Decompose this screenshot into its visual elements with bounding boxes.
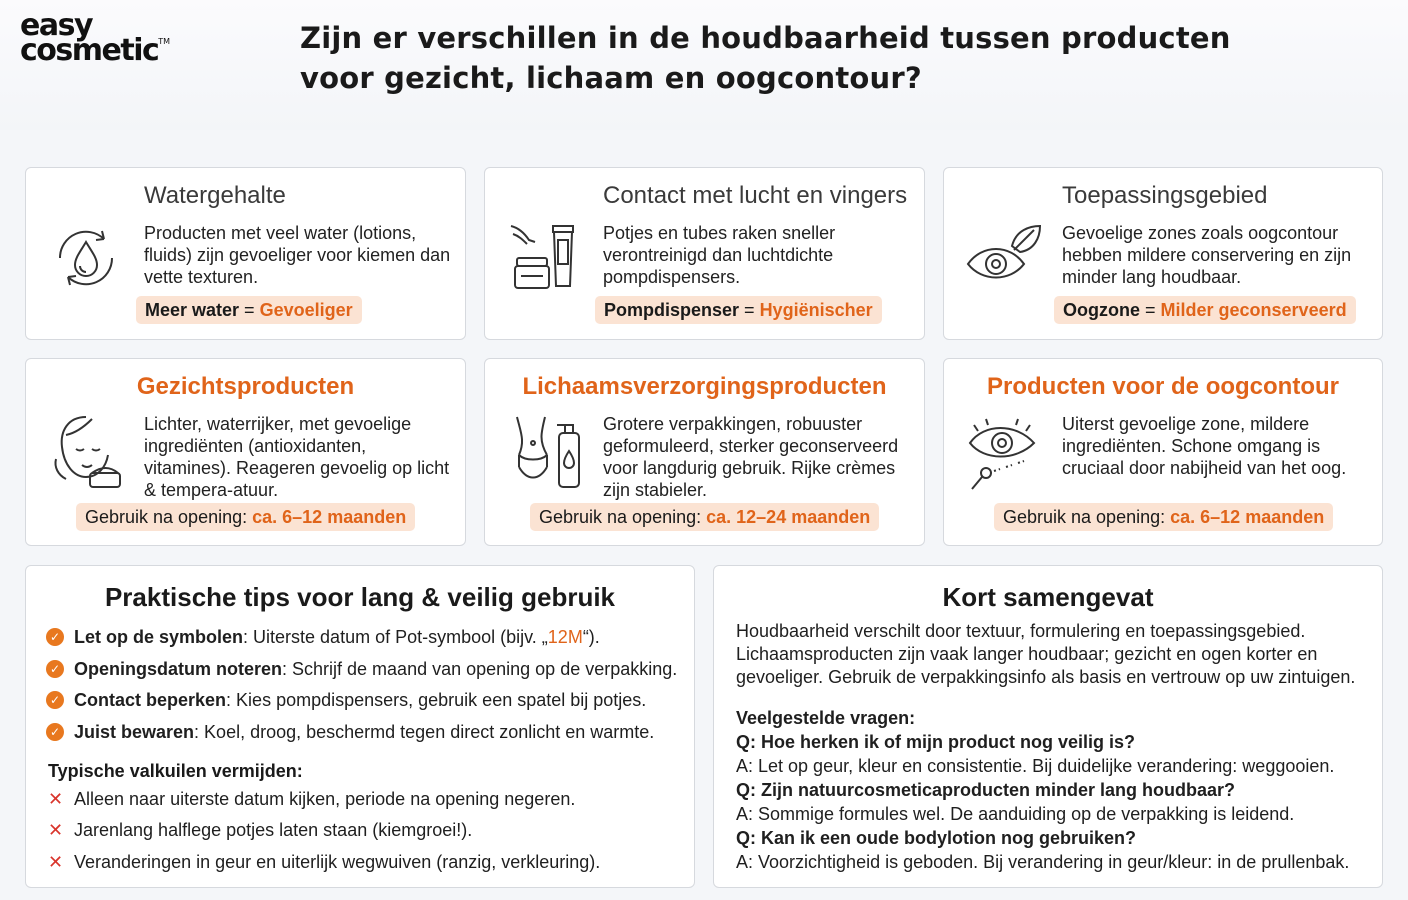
pitfall-item: ✕ Jarenlang halflege potjes laten staan (kiemgroei!).: [48, 820, 473, 841]
tips-list: [46, 626, 677, 752]
faq-title: Veelgestelde vragen:: [736, 708, 916, 728]
tip-item: ✓ Juist bewaren: Koel, droog, beschermd tegen direct zonlicht en warmte.: [46, 721, 677, 743]
card-title: Watergehalte: [144, 182, 286, 209]
logo-line2: cosmetic™: [20, 32, 171, 68]
shelf-life-badge: Gebruik na opening: ca. 12–24 maanden: [530, 503, 879, 531]
pitfalls-title: Typische valkuilen vermijden:: [48, 761, 303, 781]
pitfall-item: ✕ Alleen naar uiterste datum kijken, periode na opening negeren.: [48, 789, 576, 809]
faq-answer: A: Voorzichtigheid is geboden. Bij verandering in geur/kleur: in de prullenbak.: [736, 852, 1350, 872]
summary-panel: [713, 565, 1383, 888]
highlight-badge: Pompdispenser = Hygiënischer: [595, 296, 882, 324]
card-gezichtsproducten: [25, 358, 466, 546]
body-pump-bottle-icon: [505, 411, 585, 491]
faq-answer: A: Let op geur, kleur en consistentie. Bij duidelijke verandering: weggooien.: [736, 756, 1335, 776]
faq-section: [736, 706, 1368, 874]
card-text: Gevoelige zones zoals oogcontour hebben mildere conservering en zijn minder lang houdbaar.: [1062, 223, 1352, 287]
card-title: Producten voor de oogcontour: [987, 373, 1339, 400]
logo-line1: easy: [20, 8, 93, 43]
tip-item: ✓ Contact beperken: Kies pompdispensers, gebruik een spatel bij potjes.: [46, 689, 677, 711]
shelf-life-badge: Gebruik na opening: ca. 6–12 maanden: [76, 503, 415, 531]
check-icon: ✓: [46, 628, 64, 646]
check-icon: ✓: [46, 660, 64, 678]
cross-icon: ✕: [48, 789, 64, 809]
page-title: Zijn er verschillen in de houdbaarheid tussen producten voor gezicht, lichaam en oogcontour?: [300, 21, 1231, 95]
highlight-badge: Oogzone = Milder geconserveerd: [1054, 296, 1356, 324]
card-title: Lichaamsverzorgingsproducten: [522, 373, 887, 400]
card-text: Potjes en tubes raken sneller verontreinigd dan luchtdichte pompdispensers.: [603, 223, 836, 287]
shelf-life-badge: Gebruik na opening: ca. 6–12 maanden: [994, 503, 1333, 531]
card-oogcontour: [943, 358, 1383, 546]
pitfall-item: ✕ Veranderingen in geur en uiterlijk wegwuiven (ranzig, verkleuring).: [48, 851, 601, 872]
tip-item: ✓ Let op de symbolen: Uiterste datum of Pot-symbool (bijv. „12M“).: [46, 626, 677, 648]
card-text: Uiterst gevoelige zone, mildere ingrediënten. Schone omgang is cruciaal door nabijheid van het oog.: [1062, 414, 1347, 478]
card-text: Grotere verpakkingen, robuuster geformuleerd, sterker geconserveerd voor langdurig gebruik. Rijke crèmes zijn stabieler.: [603, 414, 899, 500]
brand-logo[interactable]: [20, 8, 180, 68]
faq-question: Q: Zijn natuurcosmeticaproducten minder lang houdbaar?: [736, 780, 1236, 800]
highlight-badge: Meer water = Gevoeliger: [136, 296, 362, 324]
faq-question: Q: Hoe herken ik of mijn product nog veilig is?: [736, 732, 1136, 752]
eye-applicator-icon: [964, 415, 1044, 495]
cross-icon: ✕: [48, 851, 64, 872]
eye-leaf-icon: [964, 216, 1044, 296]
tip-item: ✓ Openingsdatum noteren: Schrijf de maand van opening op de verpakking.: [46, 658, 677, 680]
card-text: Producten met veel water (lotions, fluids) zijn gevoeliger voor kiemen dan vette texturen.: [144, 223, 451, 287]
faq-answer: A: Sommige formules wel. De aanduiding op de verpakking is leidend.: [736, 804, 1295, 824]
cross-icon: ✕: [48, 820, 64, 841]
card-lichaamsverzorgingsproducten: [484, 358, 925, 546]
card-toepassingsgebied: [943, 167, 1383, 340]
pitfalls-list: [46, 788, 600, 882]
summary-text: Houdbaarheid verschilt door textuur, formulering en toepassingsgebied. Lichaamsproducten zijn vaak langer houdbaar; gezicht en ogen korter en gevoeliger. Gebruik de verpakkingsinfo als basis en vertrouw op uw zintuigen.: [736, 621, 1356, 687]
tips-title: Praktische tips voor lang & veilig gebruik: [104, 582, 616, 612]
water-drop-cycle-icon: [46, 218, 126, 298]
card-title: Gezichtsproducten: [136, 373, 355, 400]
tips-panel: [25, 565, 695, 888]
summary-title: Kort samengevat: [942, 582, 1154, 612]
card-watergehalte: [25, 167, 466, 340]
card-contact-lucht-vingers: [484, 167, 925, 340]
card-title: Toepassingsgebied: [1062, 182, 1268, 209]
check-icon: ✓: [46, 691, 64, 709]
card-title: Contact met lucht en vingers: [603, 182, 908, 209]
check-icon: ✓: [46, 723, 64, 741]
hand-jar-tube-icon: [505, 214, 585, 294]
face-cream-icon: [46, 411, 126, 491]
card-text: Lichter, waterrijker, met gevoelige ingrediënten (antioxidanten, vitamines). Reageren gevoelig op licht & tempera-atuur.: [144, 414, 450, 500]
faq-question: Q: Kan ik een oude bodylotion nog gebruiken?: [736, 828, 1137, 848]
